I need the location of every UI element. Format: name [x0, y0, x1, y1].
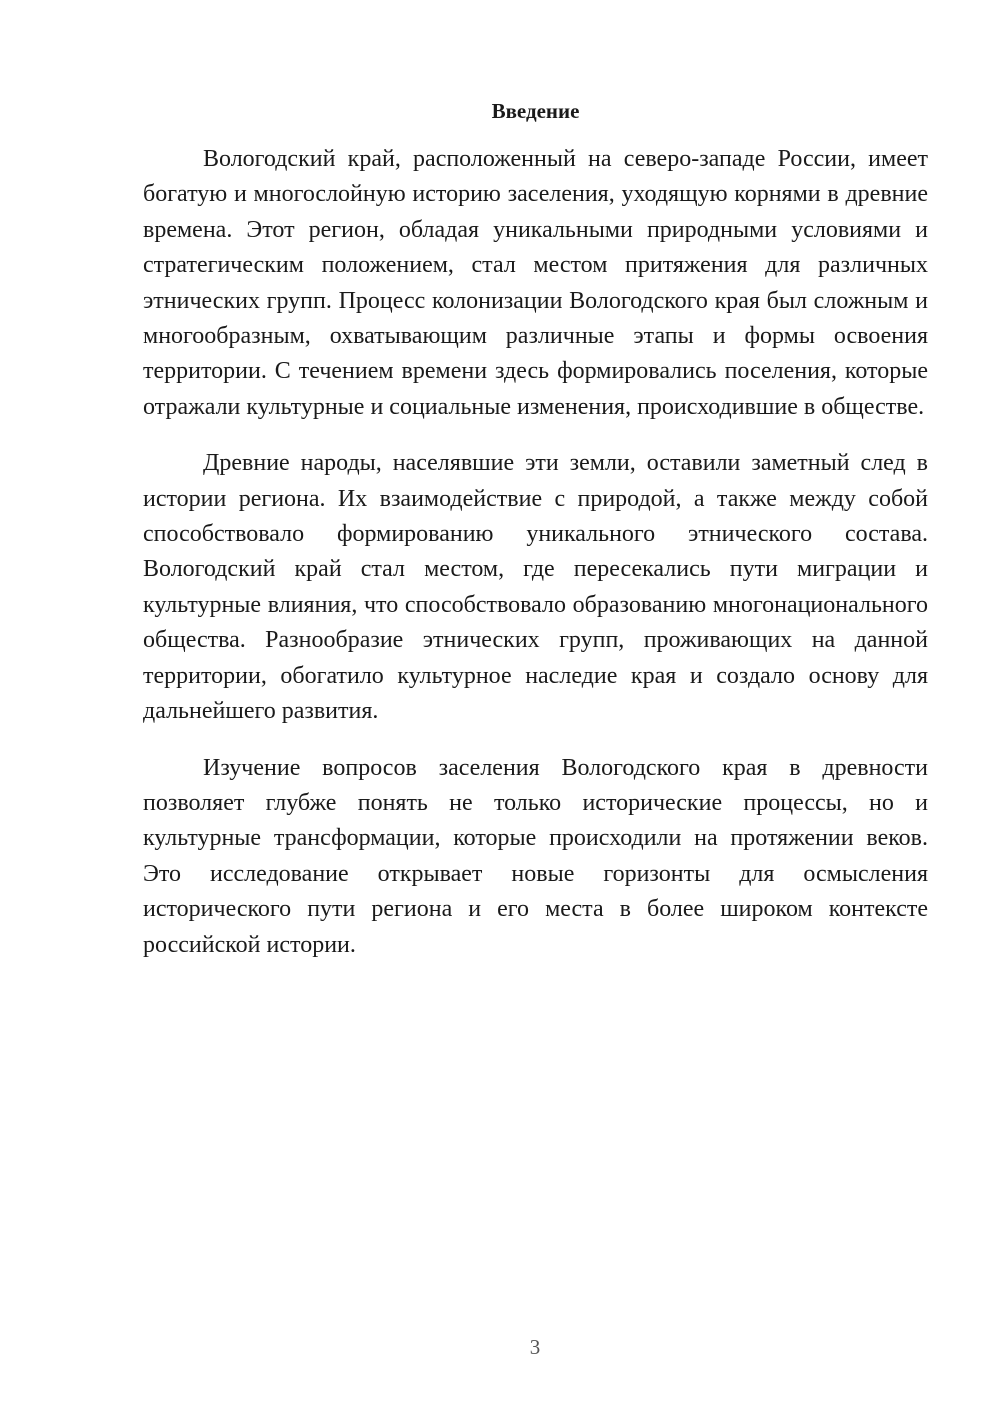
paragraph-1: Вологодский край, расположенный на северо-западе России, имеет богатую и многослойную историю заселения, уходящую корнями в древние времена. Этот регион, обладая уникальными природными условиями и стратегическим положением, стал местом притяжения для различных этнических групп. Процесс колонизации Вологодского края был сложным и многообразным, охватывающим различные этапы и формы освоения территории. С течением времени здесь формировались поселения, которые отражали культурные и социальные изменения, происходившие в обществе.: [143, 146, 928, 420]
section-title: Введение: [491, 99, 580, 123]
body-text: [143, 142, 928, 984]
page-number: 3: [529, 1335, 541, 1359]
paragraph-2: Древние народы, населявшие эти земли, оставили заметный след в истории региона. Их взаимодействие с природой, а также между собой способствовало формированию уникального этнического состава. Вологодский край стал местом, где пересекались пути миграции и культурные влияния, что способствовало образованию многонационального общества. Разнообразие этнических групп, проживающих на данной территории, обогатило культурное наследие края и создало основу для дальнейшего развития.: [143, 450, 928, 725]
paragraph-3: Изучение вопросов заселения Вологодского края в древности позволяет глубже понять не только исторические процессы, но и культурные трансформации, которые происходили на протяжении веков. Это исследование открывает новые горизонты для осмысления исторического пути региона и его места в более широком контексте российской истории.: [143, 754, 928, 958]
